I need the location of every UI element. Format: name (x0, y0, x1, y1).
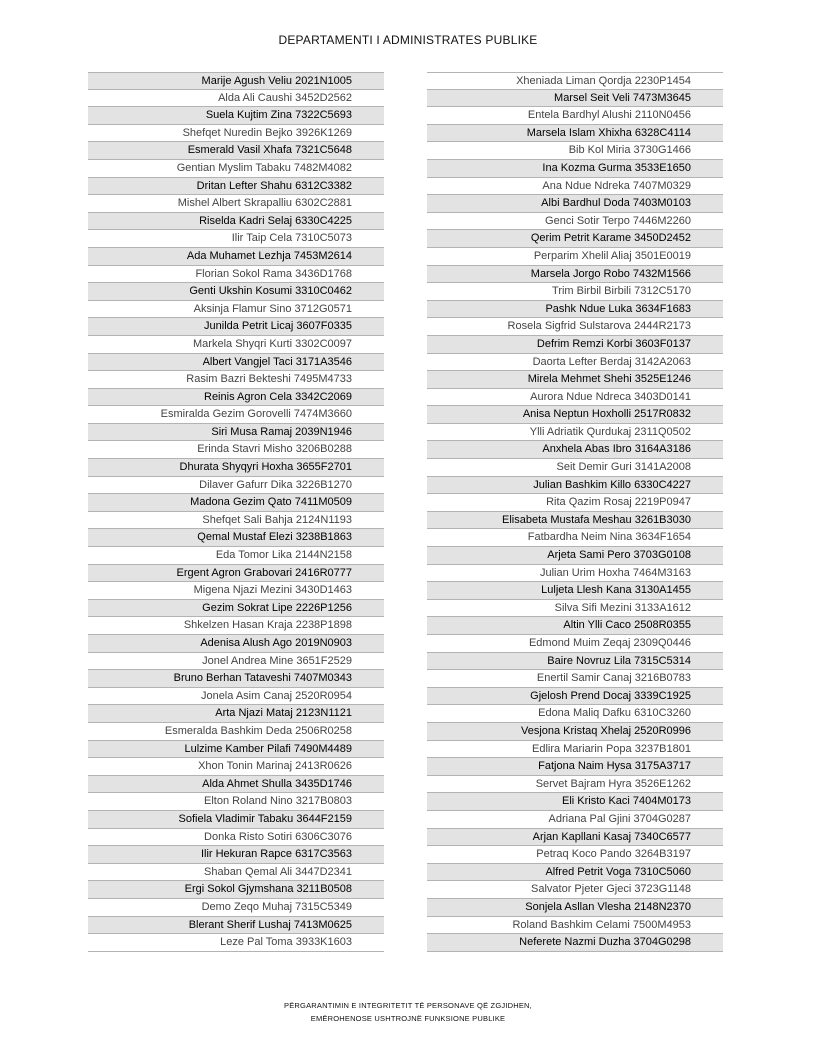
list-item: Ada Muhamet Lezhja 7453M2614 (88, 248, 384, 266)
list-item: Fatjona Naim Hysa 3175A3717 (427, 758, 723, 776)
list-item: Julian Urim Hoxha 7464M3163 (427, 565, 723, 583)
list-item: Gentian Myslim Tabaku 7482M4082 (88, 160, 384, 178)
list-item: Rita Qazim Rosaj 2219P0947 (427, 494, 723, 512)
list-item: Jonela Asim Canaj 2520R0954 (88, 688, 384, 706)
footer-line-2: EMËROHENOSE USHTROJNË FUNKSIONE PUBLIKE (310, 1014, 506, 1023)
list-item: Sonjela Asllan Vlesha 2148N2370 (427, 899, 723, 917)
list-item: Marsela Islam Xhixha 6328C4114 (427, 125, 723, 143)
list-item: Arjeta Sami Pero 3703G0108 (427, 547, 723, 565)
list-item: Mirela Mehmet Shehi 3525E1246 (427, 371, 723, 389)
list-item: Ylli Adriatik Qurdukaj 2311Q0502 (427, 424, 723, 442)
list-item: Ana Ndue Ndreka 7407M0329 (427, 178, 723, 196)
list-item: Gjelosh Prend Docaj 3339C1925 (427, 688, 723, 706)
list-item: Alda Ahmet Shulla 3435D1746 (88, 776, 384, 794)
list-item: Roland Bashkim Celami 7500M4953 (427, 917, 723, 935)
list-item: Adenisa Alush Ago 2019N0903 (88, 635, 384, 653)
list-item: Esmiralda Gezim Gorovelli 7474M3660 (88, 406, 384, 424)
list-item: Ergi Sokol Gjymshana 3211B0508 (88, 881, 384, 899)
list-item: Dhurata Shyqyri Hoxha 3655F2701 (88, 459, 384, 477)
list-item: Shkelzen Hasan Kraja 2238P1898 (88, 617, 384, 635)
list-item: Mishel Albert Skrapalliu 6302C2881 (88, 195, 384, 213)
list-item: Trim Birbil Birbili 7312C5170 (427, 283, 723, 301)
list-item: Ilir Taip Cela 7310C5073 (88, 230, 384, 248)
list-item: Esmerald Vasil Xhafa 7321C5648 (88, 142, 384, 160)
list-item: Bruno Berhan Tataveshi 7407M0343 (88, 670, 384, 688)
list-item: Xheniada Liman Qordja 2230P1454 (427, 72, 723, 90)
list-item: Bib Kol Miria 3730G1466 (427, 142, 723, 160)
list-item: Edlira Mariarin Popa 3237B1801 (427, 741, 723, 759)
list-item: Qemal Mustaf Elezi 3238B1863 (88, 529, 384, 547)
list-item: Albi Bardhul Doda 7403M0103 (427, 195, 723, 213)
list-item: Xhon Tonin Marinaj 2413R0626 (88, 758, 384, 776)
list-item: Genti Ukshin Kosumi 3310C0462 (88, 283, 384, 301)
list-item: Edona Maliq Dafku 6310C3260 (427, 705, 723, 723)
list-item: Shefqet Nuredin Bejko 3926K1269 (88, 125, 384, 143)
list-item: Dilaver Gafurr Dika 3226B1270 (88, 477, 384, 495)
list-item: Arta Njazi Mataj 2123N1121 (88, 705, 384, 723)
list-item: Ergent Agron Grabovari 2416R0777 (88, 565, 384, 583)
list-item: Baire Novruz Lila 7315C5314 (427, 653, 723, 671)
right-name-column (427, 72, 723, 952)
list-item: Lulzime Kamber Pilafi 7490M4489 (88, 741, 384, 759)
list-item: Salvator Pjeter Gjeci 3723G1148 (427, 881, 723, 899)
list-item: Shaban Qemal Ali 3447D2341 (88, 864, 384, 882)
list-item: Altin Ylli Caco 2508R0355 (427, 617, 723, 635)
list-item: Vesjona Kristaq Xhelaj 2520R0996 (427, 723, 723, 741)
list-item: Sofiela Vladimir Tabaku 3644F2159 (88, 811, 384, 829)
page-footer (0, 999, 816, 1025)
list-item: Defrim Remzi Korbi 3603F0137 (427, 336, 723, 354)
list-item: Arjan Kapllani Kasaj 7340C6577 (427, 829, 723, 847)
footer-line-1: PËRGARANTIMIN E INTEGRITETIT TË PERSONAVE QË ZGJIDHEN, (284, 1001, 532, 1010)
list-item: Marije Agush Veliu 2021N1005 (88, 72, 384, 90)
list-item: Enertil Samir Canaj 3216B0783 (427, 670, 723, 688)
list-item: Reinis Agron Cela 3342C2069 (88, 389, 384, 407)
list-item: Qerim Petrit Karame 3450D2452 (427, 230, 723, 248)
list-item: Genci Sotir Terpo 7446M2260 (427, 213, 723, 231)
list-item: Neferete Nazmi Duzha 3704G0298 (427, 934, 723, 952)
list-item: Albert Vangjel Taci 3171A3546 (88, 354, 384, 372)
list-item: Pashk Ndue Luka 3634F1683 (427, 301, 723, 319)
list-item: Aurora Ndue Ndreca 3403D0141 (427, 389, 723, 407)
list-item: Shefqet Sali Bahja 2124N1193 (88, 512, 384, 530)
list-item: Fatbardha Neim Nina 3634F1654 (427, 529, 723, 547)
list-item: Marsel Seit Veli 7473M3645 (427, 90, 723, 108)
list-item: Madona Gezim Qato 7411M0509 (88, 494, 384, 512)
page-title: DEPARTAMENTI I ADMINISTRATES PUBLIKE (278, 33, 538, 47)
list-item: Adriana Pal Gjini 3704G0287 (427, 811, 723, 829)
list-item: Edmond Muim Zeqaj 2309Q0446 (427, 635, 723, 653)
list-item: Markela Shyqri Kurti 3302C0097 (88, 336, 384, 354)
left-name-column (88, 72, 384, 952)
list-item: Blerant Sherif Lushaj 7413M0625 (88, 917, 384, 935)
list-item: Alfred Petrit Voga 7310C5060 (427, 864, 723, 882)
list-item: Eda Tomor Lika 2144N2158 (88, 547, 384, 565)
list-item: Ina Kozma Gurma 3533E1650 (427, 160, 723, 178)
list-item: Florian Sokol Rama 3436D1768 (88, 266, 384, 284)
list-item: Donka Risto Sotiri 6306C3076 (88, 829, 384, 847)
list-item: Junilda Petrit Licaj 3607F0335 (88, 318, 384, 336)
list-item: Daorta Lefter Berdaj 3142A2063 (427, 354, 723, 372)
list-item: Leze Pal Toma 3933K1603 (88, 934, 384, 952)
list-item: Marsela Jorgo Robo 7432M1566 (427, 266, 723, 284)
list-item: Rosela Sigfrid Sulstarova 2444R2173 (427, 318, 723, 336)
list-item: Suela Kujtim Zina 7322C5693 (88, 107, 384, 125)
list-item: Seit Demir Guri 3141A2008 (427, 459, 723, 477)
list-item: Alda Ali Caushi 3452D2562 (88, 90, 384, 108)
list-item: Esmeralda Bashkim Deda 2506R0258 (88, 723, 384, 741)
list-item: Riselda Kadri Selaj 6330C4225 (88, 213, 384, 231)
list-item: Silva Sifi Mezini 3133A1612 (427, 600, 723, 618)
list-item: Elisabeta Mustafa Meshau 3261B3030 (427, 512, 723, 530)
list-item: Gezim Sokrat Lipe 2226P1256 (88, 600, 384, 618)
list-item: Demo Zeqo Muhaj 7315C5349 (88, 899, 384, 917)
list-item: Siri Musa Ramaj 2039N1946 (88, 424, 384, 442)
list-item: Aksinja Flamur Sino 3712G0571 (88, 301, 384, 319)
list-item: Eli Kristo Kaci 7404M0173 (427, 793, 723, 811)
list-item: Erinda Stavri Misho 3206B0288 (88, 441, 384, 459)
list-item: Perparim Xhelil Aliaj 3501E0019 (427, 248, 723, 266)
list-item: Anisa Neptun Hoxholli 2517R0832 (427, 406, 723, 424)
list-item: Servet Bajram Hyra 3526E1262 (427, 776, 723, 794)
list-item: Ilir Hekuran Rapce 6317C3563 (88, 846, 384, 864)
list-item: Jonel Andrea Mine 3651F2529 (88, 653, 384, 671)
list-item: Petraq Koco Pando 3264B3197 (427, 846, 723, 864)
list-item: Julian Bashkim Killo 6330C4227 (427, 477, 723, 495)
list-item: Entela Bardhyl Alushi 2110N0456 (427, 107, 723, 125)
list-item: Luljeta Llesh Kana 3130A1455 (427, 582, 723, 600)
list-item: Elton Roland Nino 3217B0803 (88, 793, 384, 811)
list-item: Migena Njazi Mezini 3430D1463 (88, 582, 384, 600)
list-item: Rasim Bazri Bekteshi 7495M4733 (88, 371, 384, 389)
list-item: Dritan Lefter Shahu 6312C3382 (88, 178, 384, 196)
list-item: Anxhela Abas Ibro 3164A3186 (427, 441, 723, 459)
